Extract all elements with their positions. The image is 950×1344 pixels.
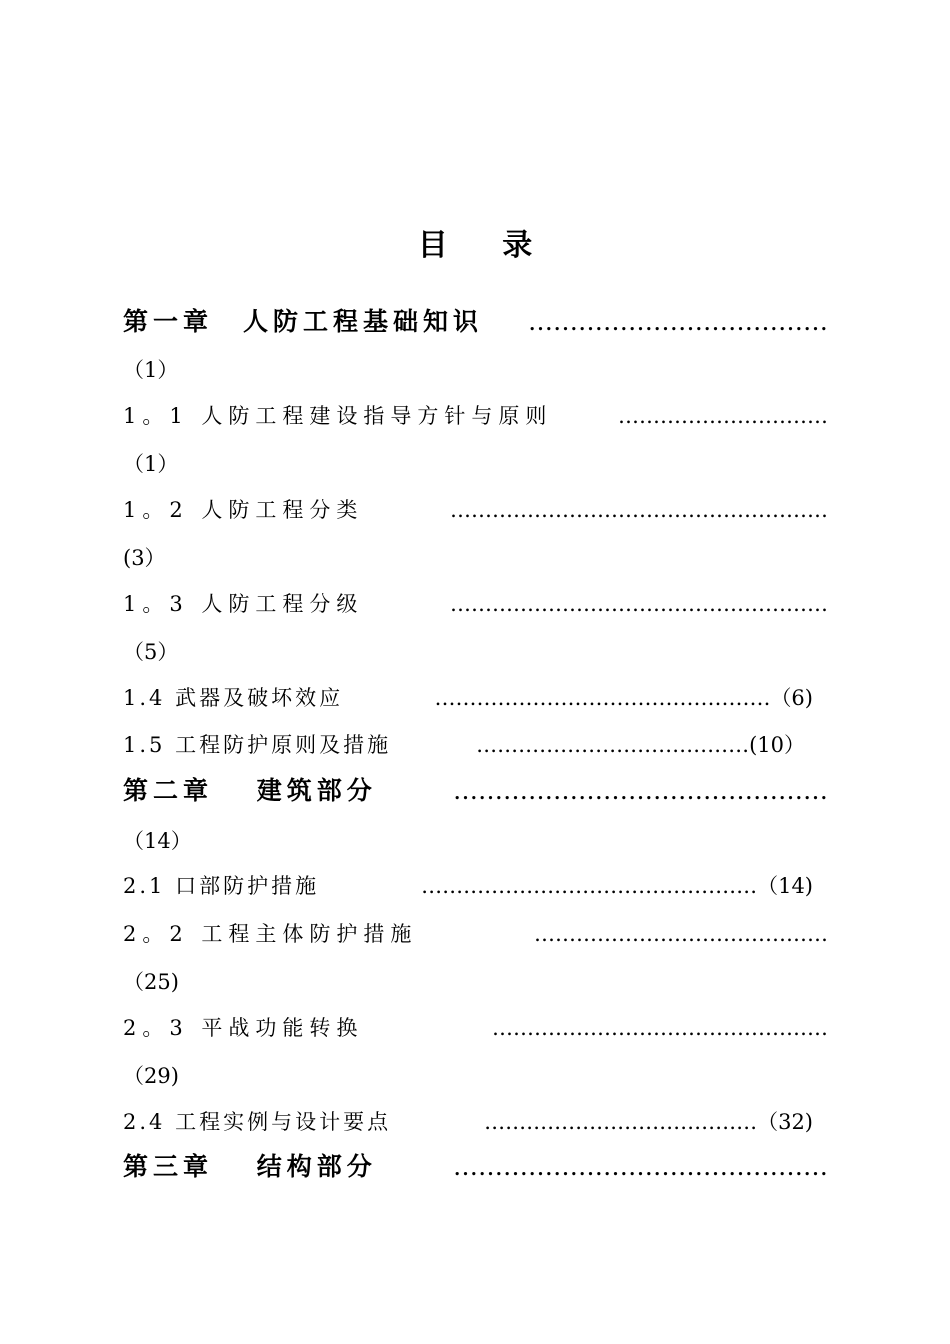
toc-page-ref: （1） xyxy=(123,358,179,382)
leader-dots: ………………………………………… xyxy=(421,874,758,898)
toc-label: 1.5 工程防护原则及措施 xyxy=(123,733,392,757)
toc-label: 1。1 人防工程建设指导方针与原则 xyxy=(123,404,553,428)
toc-section-1-5[interactable] xyxy=(123,729,805,763)
leader-dots: ………………………………………… xyxy=(434,686,771,710)
toc-page-number: （32) xyxy=(757,1110,813,1134)
toc-label: 第三章 结构部分 xyxy=(123,1152,377,1181)
toc-chapter-1[interactable] xyxy=(123,302,828,342)
toc-page-ref: （1） xyxy=(123,452,179,476)
toc-page-ref: （14） xyxy=(123,829,192,853)
leader-dots: ………………………………… xyxy=(476,733,750,757)
leader-dots: ………………………… xyxy=(618,404,828,428)
leader-dots: ……………………………………… xyxy=(453,776,828,805)
toc-page-ref: （25) xyxy=(123,970,179,994)
toc-section-1-2[interactable] xyxy=(123,494,828,528)
toc-title: 目 录 xyxy=(417,228,555,263)
toc-section-1-4[interactable] xyxy=(123,682,813,716)
toc-section-2-1[interactable] xyxy=(123,870,813,904)
leader-dots: ……………………………… xyxy=(528,307,828,336)
toc-label: 第一章 人防工程基础知识 xyxy=(123,307,484,336)
toc-page-ref: （29) xyxy=(123,1064,179,1088)
toc-chapter-3[interactable] xyxy=(123,1147,828,1187)
toc-section-2-2[interactable] xyxy=(123,918,828,952)
toc-label: 2.4 工程实例与设计要点 xyxy=(123,1110,392,1134)
leader-dots: ……………………………………… xyxy=(453,1152,828,1181)
toc-label: 2。2 工程主体防护措施 xyxy=(123,922,418,946)
toc-label: 第二章 建筑部分 xyxy=(123,776,377,805)
leader-dots: ……………………………………………… xyxy=(450,498,828,522)
leader-dots: ………………………………………… xyxy=(492,1016,828,1040)
toc-page-ref: （5） xyxy=(123,640,179,664)
toc-label: 1.4 武器及破坏效应 xyxy=(123,686,344,710)
toc-section-1-1[interactable] xyxy=(123,400,828,434)
leader-dots: ……………………………………………… xyxy=(450,592,828,616)
toc-chapter-2[interactable] xyxy=(123,771,828,811)
toc-page-ref: (3） xyxy=(123,546,166,570)
toc-page-number: （6) xyxy=(770,686,813,710)
toc-page-number: （14) xyxy=(757,874,813,898)
toc-section-2-3[interactable] xyxy=(123,1012,828,1046)
toc-label: 1。3 人防工程分级 xyxy=(123,592,364,616)
toc-label: 2。3 平战功能转换 xyxy=(123,1016,364,1040)
toc-page-number: (10） xyxy=(749,733,805,757)
toc-section-1-3[interactable] xyxy=(123,588,828,622)
toc-label: 2.1 口部防护措施 xyxy=(123,874,320,898)
leader-dots: ………………………………… xyxy=(484,1110,758,1134)
toc-section-2-4[interactable] xyxy=(123,1106,813,1140)
leader-dots: …………………………………… xyxy=(534,922,828,946)
toc-label: 1。2 人防工程分类 xyxy=(123,498,364,522)
